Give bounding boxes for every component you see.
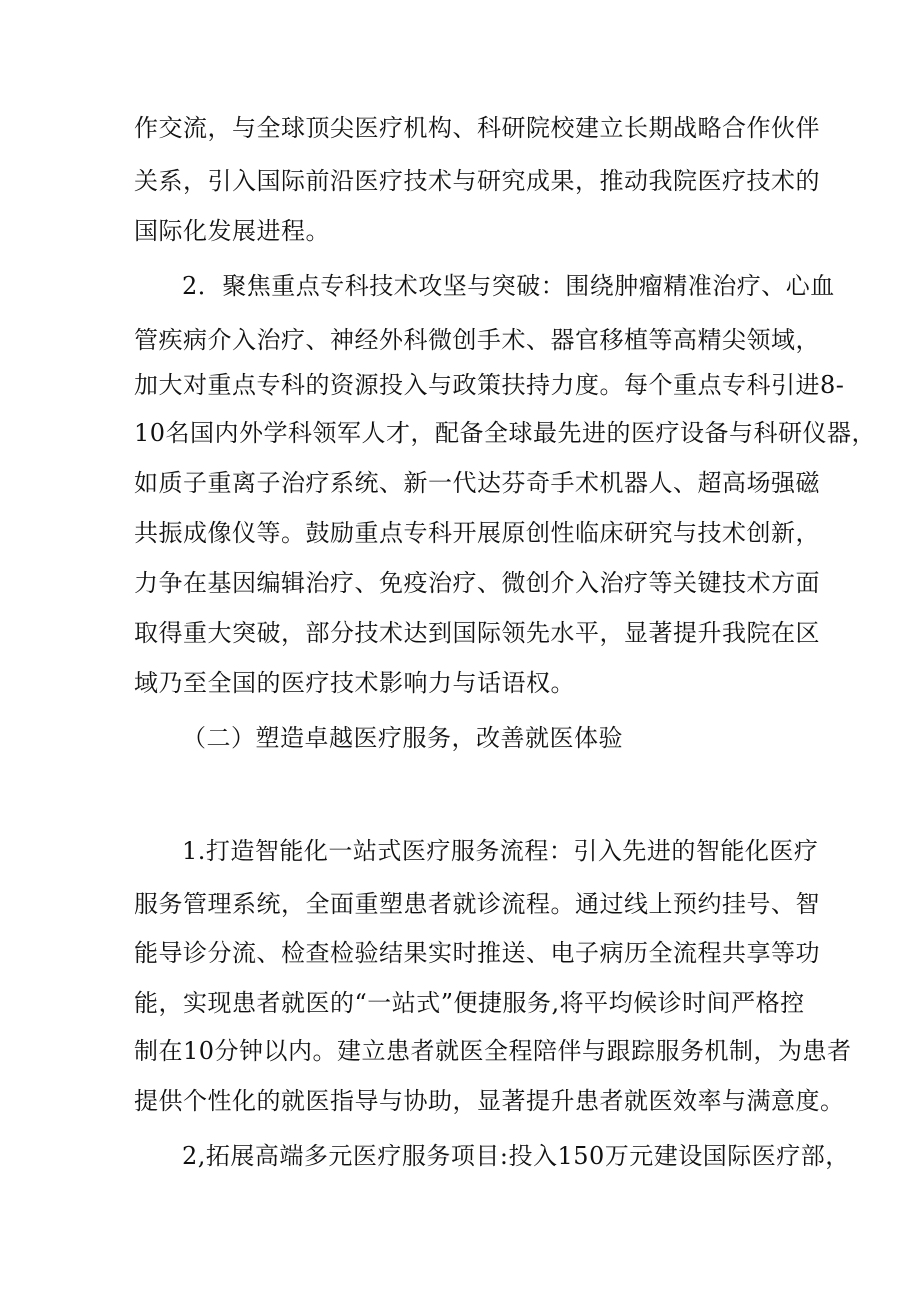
paragraph-line: 域乃至全国的医疗技术影响力与话语权。 — [134, 669, 575, 697]
paragraph-line: 关系，引入国际前沿医疗技术与研究成果，推动我院医疗技术的 — [134, 167, 820, 195]
paragraph-line: 共振成像仪等。鼓励重点专科开展原创性临床研究与技术创新， — [134, 519, 820, 547]
paragraph-line: 能导诊分流、检查检验结果实时推送、电子病历全流程共享等功 — [134, 939, 820, 967]
paragraph-line: 2,拓展高端多元医疗服务项目:投入150万元建设国际医疗部， — [182, 1142, 850, 1170]
paragraph-line: 力争在基因编辑治疗、免疫治疗、微创介入治疗等关键技术方面 — [134, 569, 820, 597]
paragraph-line: 服务管理系统，全面重塑患者就诊流程。通过线上预约挂号、智 — [134, 890, 820, 918]
paragraph-line: 能，实现患者就医的“一站式”便捷服务,将平均候诊时间严格控 — [134, 989, 805, 1017]
paragraph-line: 加大对重点专科的资源投入与政策扶持力度。每个重点专科引进8- — [134, 371, 845, 399]
paragraph-line: 制在10分钟以内。建立患者就医全程陪伴与跟踪服务机制，为患者 — [134, 1037, 852, 1065]
paragraph-line: 1.打造智能化一站式医疗服务流程：引入先进的智能化医疗 — [182, 837, 819, 865]
paragraph-line: 管疾病介入治疗、神经外科微创手术、器官移植等高精尖领域， — [134, 326, 820, 354]
paragraph-line: 国际化发展进程。 — [134, 217, 330, 245]
paragraph-line: 10名国内外学科领军人才，配备全球最先进的医疗设备与科研仪器， — [134, 419, 877, 447]
section-heading: （二）塑造卓越医疗服务，改善就医体验 — [182, 724, 623, 752]
paragraph-line: 作交流，与全球顶尖医疗机构、科研院校建立长期战略合作伙伴 — [134, 114, 820, 142]
paragraph-line: 取得重大突破，部分技术达到国际领先水平，显著提升我院在区 — [134, 619, 820, 647]
paragraph-line: 2．聚焦重点专科技术攻坚与突破：围绕肿瘤精准治疗、心血 — [182, 272, 835, 300]
paragraph-line: 提供个性化的就医指导与协助，显著提升患者就医效率与满意度。 — [134, 1087, 845, 1115]
paragraph-line: 如质子重离子治疗系统、新一代达芬奇手术机器人、超高场强磁 — [134, 469, 820, 497]
